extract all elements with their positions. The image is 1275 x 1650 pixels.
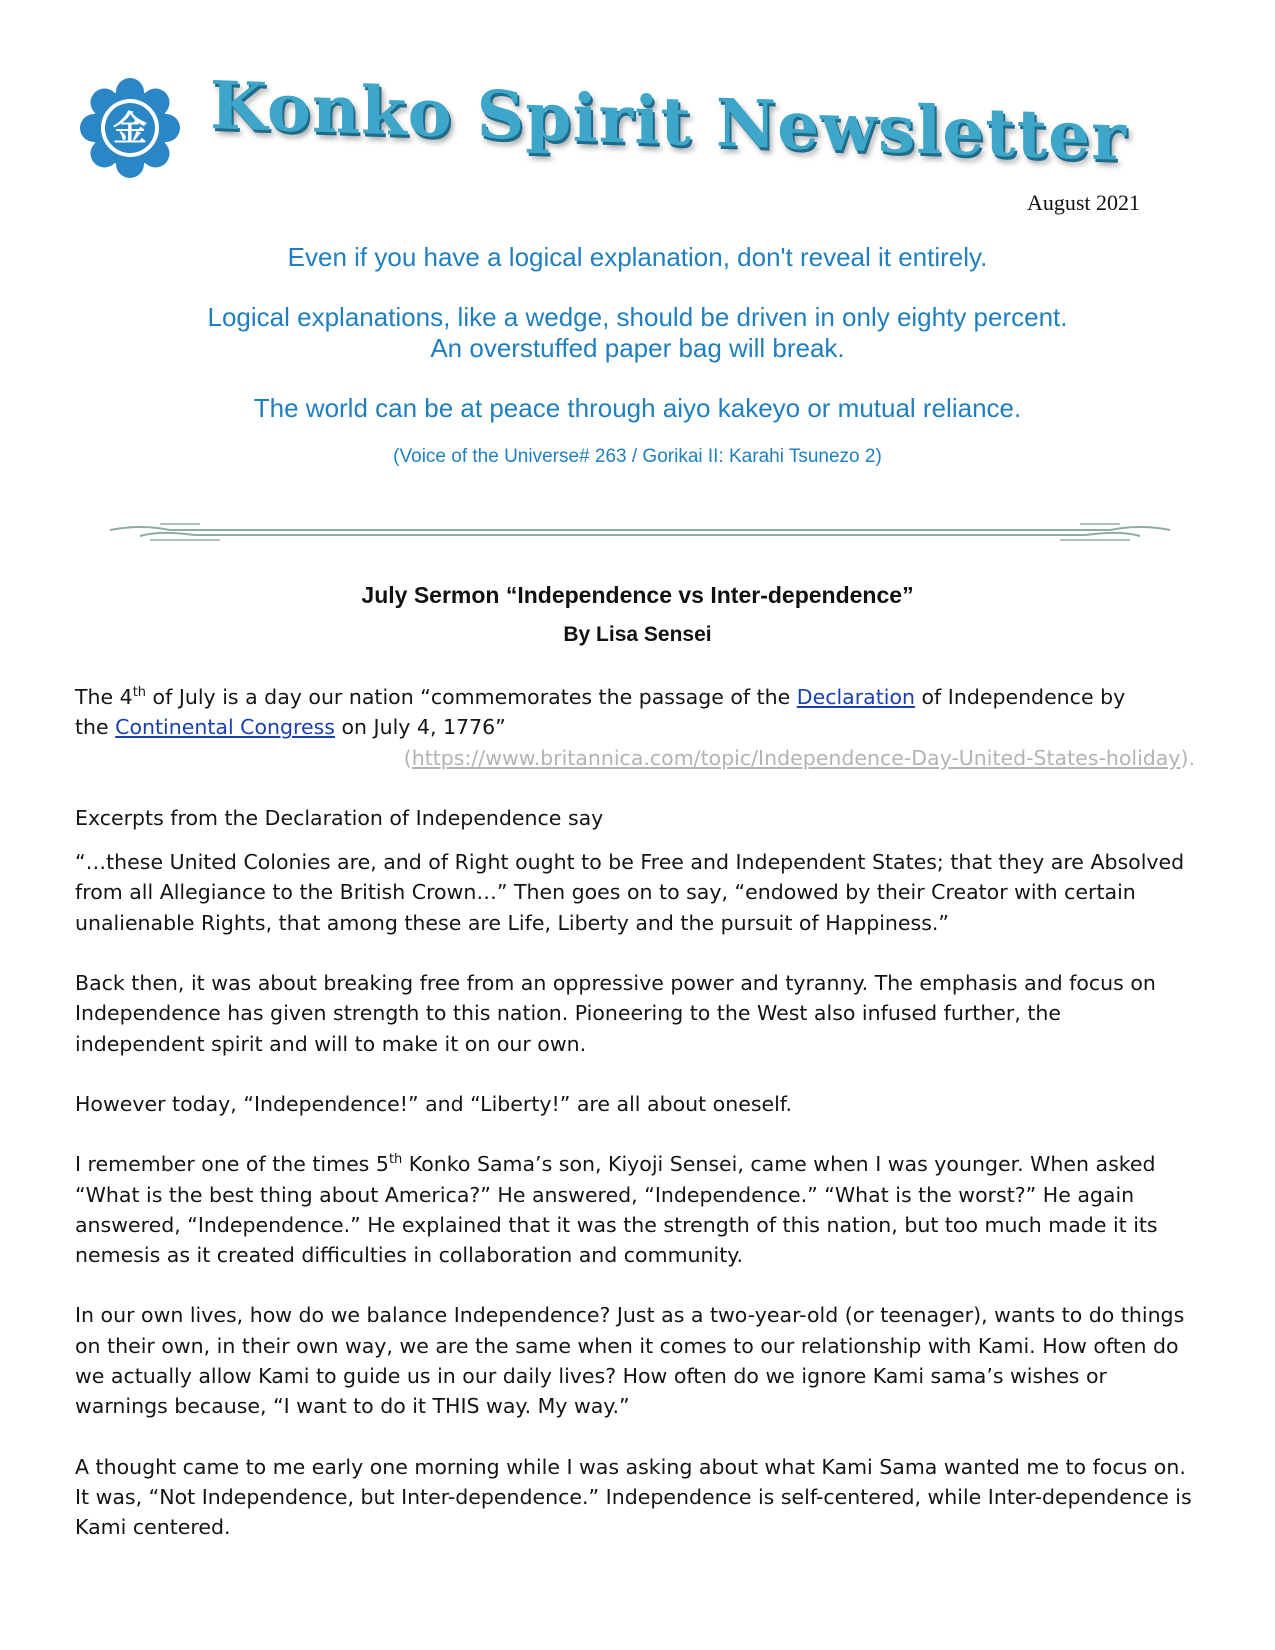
masthead (80, 65, 1190, 188)
intro-text-b: of July is a day our nation “commemorates the passage of the (146, 685, 797, 709)
intro-text-d: the (75, 715, 116, 740)
ornamental-divider (110, 520, 1170, 544)
konko-crest-icon (80, 78, 180, 178)
newsletter-title: Konko Spirit Newsletter (210, 65, 1127, 177)
ordinal-suffix: th (132, 685, 147, 701)
paragraph-today: However today, “Independence!” and “Liberty!” are all about oneself. (75, 1091, 793, 1116)
paragraph-back-then: Back then, it was about breaking free from an oppressive power and tyranny. The emphasis and focus on Independence has given strength to this nation. Pioneering to the West also infused further, the independent spirit and will to make it on our own. (75, 971, 1156, 1056)
remember-text-b: Konko Sama’s son, Kiyoji Sensei, came when I was younger. When asked “What is the best thing about America?” He answered, “Independence.” “What is the worst?” He again answered, “Independence.” He explained that it was the strength of this nation, but too much made it its nemesis as it created difficulties in collaboration and community. (75, 1152, 1158, 1268)
paragraph-declaration-quote: “…these United Colonies are, and of Right ought to be Free and Independent States; that they are Absolved from all Allegiance to the British Crown…” Then goes on to say, “endowed by their Creator with certain unalienable Rights, that among these are Life, Liberty and the pursuit of Happiness.” (75, 850, 1185, 935)
paragraph-intro (75, 682, 1195, 743)
intro-text-c: of Independence by (914, 685, 1126, 709)
ordinal-suffix: th (388, 1152, 403, 1168)
quote-line-1: Even if you have a logical explanation, don't reveal it entirely. (287, 242, 988, 272)
sermon-body (75, 682, 1195, 1543)
continental-congress-link[interactable]: Continental Congress (115, 715, 335, 740)
quote-line-4: The world can be at peace through aiyo kakeyo or mutual reliance. (253, 393, 1022, 423)
declaration-link[interactable]: Declaration (796, 685, 915, 709)
paragraph-excerpts: Excerpts from the Declaration of Independence say (75, 805, 604, 830)
source-url-line (75, 743, 1195, 773)
url-close: ). (1180, 745, 1195, 770)
quote-block (0, 242, 1275, 468)
sermon-title: July Sermon “Independence vs Inter-dependence” (361, 582, 914, 608)
remember-text-a: I remember one of the times 5 (75, 1152, 389, 1177)
sermon-author: By Lisa Sensei (563, 623, 712, 646)
quote-source: (Voice of the Universe# 263 / Gorikai II: Karahi Tsunezo 2) (393, 446, 882, 467)
quote-line-2: Logical explanations, like a wedge, should be driven in only eighty percent. (207, 302, 1068, 332)
paragraph-own-lives: In our own lives, how do we balance Independence? Just as a two-year-old (or teenager), wants to do things on their own, in their own way, we are the same when it comes to our relationship with Kami. How often do we actually allow Kami to guide us in our daily lives? How often do we ignore Kami sama’s wishes or warnings because, “I want to do it THIS way. My way.” (75, 1303, 1185, 1419)
quote-line-3: An overstuffed paper bag will break. (430, 333, 845, 363)
intro-text-a: The 4 (75, 685, 133, 709)
logo-glyph: 金 (113, 109, 147, 149)
intro-text-e: on July 4, 1776” (334, 715, 506, 740)
issue-date: August 2021 (1026, 190, 1140, 215)
britannica-link[interactable]: https://www.britannica.com/topic/Independence-Day-United-States-holiday (411, 745, 1181, 770)
paragraph-remember (75, 1149, 1195, 1270)
paragraph-thought: A thought came to me early one morning while I was asking about what Kami Sama wanted me to focus on. It was, “Not Independence, but Inter-dependence.” Independence is self-centered, while Inter-dependence is Kami centered. (75, 1454, 1192, 1540)
url-open: ( (403, 745, 412, 770)
